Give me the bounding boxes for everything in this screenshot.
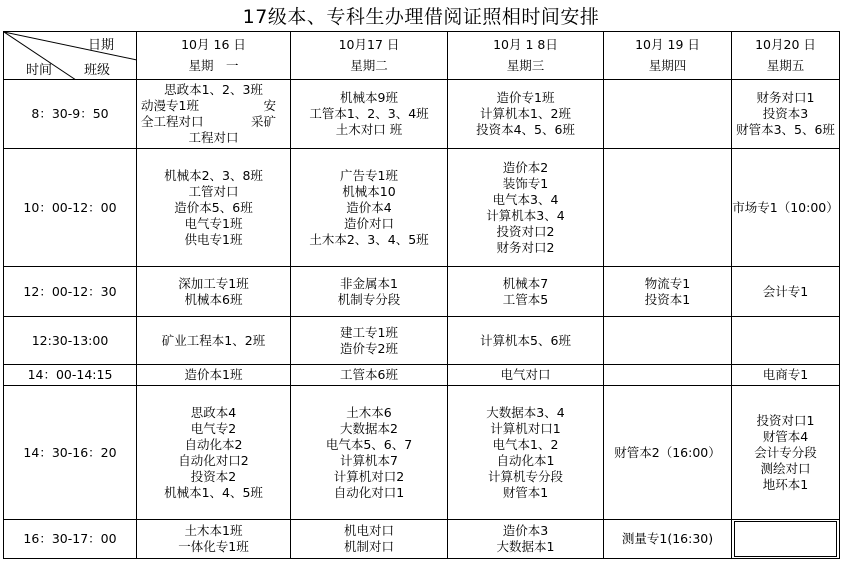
class-list-cell: [291, 386, 448, 520]
class-text: 会计专1: [762, 283, 809, 299]
class-text: 投资本3: [762, 106, 809, 121]
class-lines: [137, 333, 290, 349]
class-text: 机制专分段: [337, 291, 401, 307]
class-text: 投资本1: [644, 291, 691, 307]
class-lines: [604, 276, 731, 308]
class-text: 机械本7: [502, 275, 549, 291]
class-text: 机械本6班: [184, 291, 243, 307]
class-lines: [732, 200, 839, 216]
class-text: 工程对口: [188, 130, 239, 145]
class-text: 大数据本3、4: [486, 404, 565, 420]
class-list-cell: [732, 80, 840, 149]
class-lines: [448, 405, 603, 501]
class-list-cell: [448, 149, 604, 267]
class-lines: [137, 523, 290, 555]
schedule-row: [4, 80, 840, 149]
class-list-cell: [291, 80, 448, 149]
class-text: 投资对口1: [756, 412, 815, 428]
class-list-cell: [732, 267, 840, 317]
class-text: 建工专1班: [340, 324, 398, 340]
class-text: 非金属本1: [340, 275, 398, 291]
class-list-cell: [137, 149, 291, 267]
day-header-cell: [732, 32, 840, 80]
class-text: 财管本1: [502, 484, 549, 500]
time-slot-cell: 12：00-12：30: [4, 267, 137, 317]
class-lines: [732, 367, 839, 383]
class-text: 自动化本1: [496, 452, 555, 468]
corner-time-label: 时间: [26, 63, 53, 78]
class-text: 计算机本1、2班: [480, 106, 571, 121]
class-text: 自动化本2: [184, 436, 243, 452]
class-text: 投资本2: [190, 468, 237, 484]
class-text: 供电专1班: [184, 231, 243, 247]
class-list-cell: [291, 317, 448, 365]
day-date: 10月 16 日: [181, 37, 246, 52]
class-list-cell: [604, 267, 732, 317]
time-slot-cell: 14：00-14:15: [4, 365, 137, 386]
class-lines: [291, 405, 447, 501]
class-text: 计算机对口1: [490, 420, 561, 436]
day-weekday: 星期 一: [188, 58, 239, 73]
day-header-cell: [604, 32, 732, 80]
class-text: 电气专2: [190, 420, 237, 436]
class-text: 机制对口: [343, 539, 394, 554]
class-lines: [291, 367, 447, 383]
class-text: 计算机专分段: [487, 468, 563, 484]
class-text: 造价本3: [502, 523, 549, 538]
class-text: 自动化对口1: [333, 484, 405, 500]
class-list-cell: [604, 317, 732, 365]
class-lines: [448, 276, 603, 308]
class-text: 全工程对口: [141, 114, 204, 129]
class-list-cell: [604, 520, 732, 559]
class-line: [137, 98, 290, 114]
class-lines: [137, 276, 290, 308]
day-weekday: 星期五: [766, 58, 805, 73]
class-list-cell: [448, 267, 604, 317]
class-lines: [448, 160, 603, 256]
class-lines: [448, 90, 603, 138]
class-text: 工管本5: [502, 291, 549, 307]
class-text: 会计专分段: [754, 444, 817, 460]
class-text: 土木本1班: [184, 523, 243, 538]
class-list-cell: [732, 149, 840, 267]
class-list-cell: [604, 365, 732, 386]
class-lines: [604, 531, 731, 547]
class-list-cell: [291, 365, 448, 386]
class-list-cell: [732, 386, 840, 520]
class-text: 电气对口: [500, 367, 551, 382]
class-list-cell: [291, 149, 448, 267]
class-text: 土木本6: [346, 404, 392, 420]
day-date: 10月 19 日: [635, 37, 700, 52]
class-text: 计算机对口2: [333, 468, 405, 484]
class-text: 广告专1班: [340, 167, 398, 183]
class-text: 思政本4: [190, 404, 237, 420]
class-list-cell: [137, 267, 291, 317]
class-lines: [291, 90, 447, 138]
class-text: 电气本3、4: [492, 191, 559, 207]
corner-diagonals: [4, 32, 137, 80]
class-text: 矿业工程本1、2班: [161, 332, 266, 348]
class-list-cell: [604, 386, 732, 520]
class-text: 电气专1班: [184, 215, 243, 231]
class-list-cell: [291, 267, 448, 317]
time-slot-cell: 12:30-13:00: [4, 317, 137, 365]
class-text: 财务对口2: [496, 239, 555, 255]
class-text: 市场专1（10:00）: [732, 199, 839, 215]
class-text: 投资本4、5、6班: [476, 122, 575, 137]
class-lines: [448, 333, 603, 349]
class-text: 工管对口: [188, 183, 239, 199]
class-line: [137, 130, 290, 146]
class-text: 造价专2班: [340, 340, 398, 356]
time-slot-cell: 8：30-9：50: [4, 80, 137, 149]
class-list-cell: [137, 80, 291, 149]
class-text: 物流专1: [644, 275, 691, 291]
corner-header-cell: [4, 32, 137, 80]
class-list-cell: [448, 317, 604, 365]
class-list-cell: [137, 520, 291, 559]
class-text: 安: [263, 98, 276, 113]
class-text: 造价本1班: [184, 367, 243, 382]
class-text: 财务对口1: [756, 90, 815, 105]
class-text: 采矿: [250, 114, 276, 129]
day-weekday: 星期三: [506, 58, 545, 73]
class-text: 造价本2: [502, 159, 549, 175]
class-text: 机械本9班: [340, 90, 398, 105]
header-row: [4, 32, 840, 80]
class-text: 一体化专1班: [178, 539, 249, 554]
class-line: [137, 82, 290, 98]
schedule-row: [4, 386, 840, 520]
class-text: 大数据本2: [340, 420, 398, 436]
class-lines: [291, 523, 447, 555]
day-weekday: 星期二: [350, 58, 388, 73]
class-list-cell: [604, 149, 732, 267]
class-lines: [732, 413, 839, 493]
class-text: 投资对口2: [496, 223, 555, 239]
class-lines: [734, 521, 837, 557]
class-lines: [291, 276, 447, 308]
day-header-cell: [137, 32, 291, 80]
class-text: 土木对口 班: [335, 122, 403, 137]
class-text: 机械本10: [342, 183, 396, 199]
schedule-row: [4, 520, 840, 559]
class-list-cell: [448, 365, 604, 386]
class-text: 大数据本1: [496, 539, 555, 554]
class-text: 电气本1、2: [492, 436, 559, 452]
class-text: 造价专1班: [496, 90, 555, 105]
class-list-cell: [448, 386, 604, 520]
time-slot-cell: 14：30-16：20: [4, 386, 137, 520]
class-list-cell: [137, 317, 291, 365]
class-lines: [137, 405, 290, 501]
class-text: 深加工专1班: [178, 275, 249, 291]
class-text: 财管本4: [762, 428, 809, 444]
class-lines: [448, 523, 603, 555]
day-header-cell: [448, 32, 604, 80]
class-list-cell: [291, 520, 448, 559]
class-lines: [448, 367, 603, 383]
class-text: 测绘对口: [760, 460, 811, 476]
page-title: 17级本、专科生办理借阅证照相时间安排: [242, 6, 600, 28]
class-text: 土木本2、3、4、5班: [309, 231, 429, 247]
class-text: 思政本1、2、3班: [164, 82, 263, 97]
class-text: 造价本4: [346, 199, 392, 215]
class-text: 计算机本5、6班: [480, 332, 571, 348]
class-text: 造价本5、6班: [174, 199, 253, 215]
schedule-row: [4, 365, 840, 386]
class-text: 计算机本3、4: [486, 207, 565, 223]
time-slot-cell: 10：00-12：00: [4, 149, 137, 267]
class-text: 财管本3、5、6班: [736, 122, 835, 137]
class-text: 机电对口: [343, 523, 394, 538]
class-text: 测量专1(16:30): [621, 531, 714, 546]
class-list-cell: [137, 365, 291, 386]
class-text: 电商专1: [762, 367, 809, 382]
class-text: 电气本5、6、7: [325, 436, 413, 452]
day-date: 10月17 日: [338, 37, 400, 52]
class-lines: [291, 325, 447, 357]
class-text: 地环本1: [762, 476, 809, 492]
schedule-row: [4, 267, 840, 317]
class-list-cell: [448, 80, 604, 149]
day-header-cell: [291, 32, 448, 80]
class-line: [137, 114, 290, 130]
class-text: 自动化对口2: [178, 452, 249, 468]
class-list-cell: [137, 386, 291, 520]
class-text: 动漫专1班: [141, 98, 199, 113]
schedule-table: [3, 31, 840, 559]
day-date: 10月20 日: [755, 37, 816, 52]
class-text: 造价对口: [343, 215, 394, 231]
schedule-row: [4, 149, 840, 267]
class-list-cell: [448, 520, 604, 559]
corner-class-label: 班级: [84, 63, 111, 78]
class-text: 装饰专1: [502, 175, 549, 191]
time-slot-cell: 16：30-17：00: [4, 520, 137, 559]
class-lines: [137, 367, 290, 383]
class-lines: [732, 284, 839, 300]
class-text: 计算机本7: [340, 452, 398, 468]
class-text: 机械本1、4、5班: [164, 484, 263, 500]
class-lines: [732, 90, 839, 138]
class-list-cell: [604, 80, 732, 149]
class-text: 机械本2、3、8班: [164, 167, 263, 183]
class-lines: [291, 168, 447, 248]
class-lines: [604, 445, 731, 461]
day-date: 10月 1 8日: [493, 37, 558, 52]
schedule-row: [4, 317, 840, 365]
corner-date-label: 日期: [88, 38, 115, 53]
class-text: 财管本2（16:00）: [614, 444, 721, 460]
class-list-cell: [732, 520, 840, 559]
class-list-cell: [732, 317, 840, 365]
class-text: 工管本6班: [340, 367, 398, 382]
day-weekday: 星期四: [648, 58, 687, 73]
class-text: 工管本1、2、3、4班: [309, 106, 429, 121]
class-lines: [137, 168, 290, 248]
class-list-cell: [732, 365, 840, 386]
